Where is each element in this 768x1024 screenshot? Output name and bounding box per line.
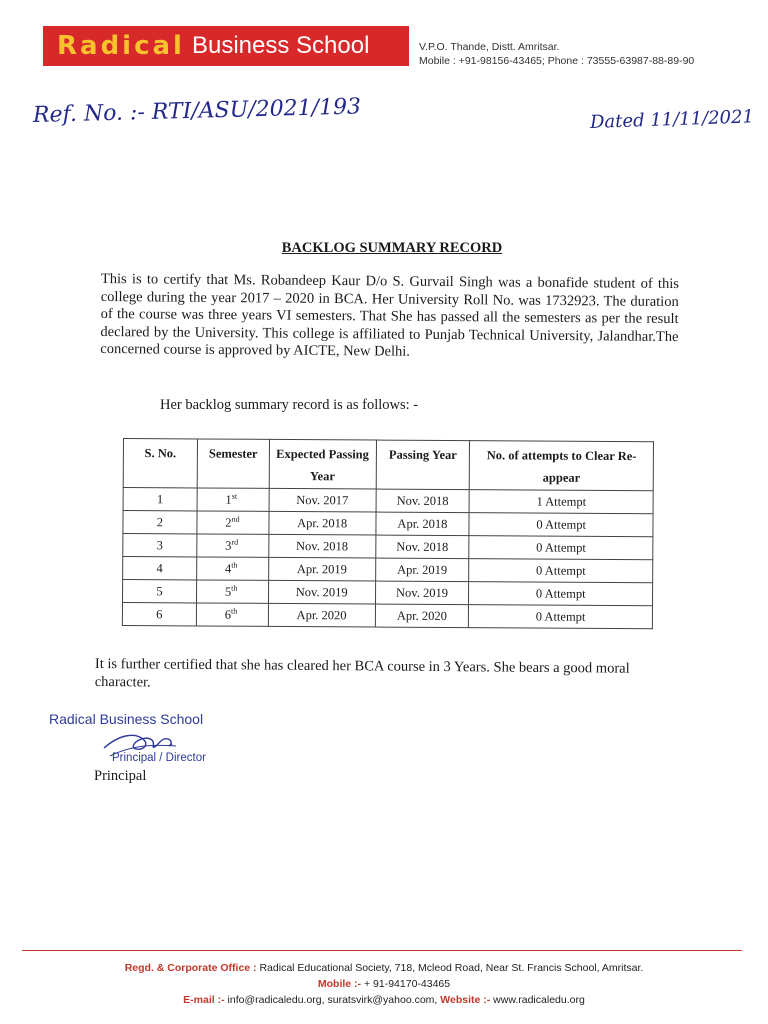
semester-suffix: rd	[231, 537, 239, 547]
letterhead-contact	[419, 40, 694, 68]
letterhead-address: V.P.O. Thande, Distt. Amritsar.	[419, 41, 560, 53]
semester-number: 2	[225, 515, 232, 530]
footer-email-value: info@radicaledu.org, suratsvirk@yahoo.com,	[227, 994, 438, 1006]
brand-name-business-school: Business School	[191, 32, 370, 59]
signatory-title: Principal	[94, 768, 147, 784]
footer-mobile-value: + 91-94170-43465	[363, 978, 451, 990]
semester-number: 5	[224, 584, 232, 599]
cell-attempts: 0 Attempt	[469, 582, 653, 606]
cell-expected: Nov. 2018	[269, 534, 376, 558]
header-expected-passing-year: Expected Passing Year	[269, 439, 376, 489]
table-intro: Her backlog summary record is as follows: -	[160, 397, 419, 413]
cell-sno: 6	[122, 603, 196, 626]
cell-attempts: 0 Attempt	[469, 513, 653, 537]
semester-suffix: nd	[231, 514, 240, 524]
table-row	[123, 557, 653, 583]
cell-sno: 4	[123, 557, 197, 580]
cell-expected: Apr. 2019	[268, 557, 375, 581]
header-sno: S. No.	[123, 439, 197, 488]
footer-office-value: Radical Educational Society, 718, Mcleod Road, Near St. Francis School, Amritsar.	[259, 962, 644, 974]
cell-sno: 3	[123, 534, 197, 557]
cell-attempts: 1 Attempt	[469, 490, 653, 514]
cell-passing: Apr. 2018	[375, 512, 469, 536]
cell-expected: Apr. 2018	[269, 511, 376, 535]
cell-expected: Apr. 2020	[268, 603, 375, 627]
cell-sno: 2	[123, 511, 197, 534]
cell-attempts: 0 Attempt	[469, 559, 653, 583]
footer-website-label: Website :-	[440, 994, 491, 1006]
cell-semester	[196, 603, 268, 626]
footer-email-line	[0, 992, 768, 1008]
cell-passing: Nov. 2019	[375, 581, 469, 605]
cell-semester	[197, 488, 269, 511]
cell-semester	[196, 580, 268, 603]
letterhead-mobile: Mobile : +91-98156-43465; Phone : 73555-63987-88-89-90	[419, 55, 695, 67]
semester-suffix: st	[231, 491, 238, 501]
cell-attempts: 0 Attempt	[469, 536, 653, 560]
cell-attempts: 0 Attempt	[469, 605, 653, 629]
further-certification: It is further certified that she has cleared her BCA course in 3 Years. She bears a good moral character.	[94, 656, 630, 690]
document-title: BACKLOG SUMMARY RECORD	[281, 240, 503, 256]
letterhead-banner	[43, 26, 409, 66]
header-semester: Semester	[197, 439, 269, 488]
semester-number: 1	[225, 492, 232, 507]
table-row	[122, 580, 652, 606]
table-header-row	[123, 439, 653, 491]
backlog-table	[122, 438, 654, 629]
semester-suffix: th	[231, 560, 238, 570]
cell-expected: Nov. 2017	[269, 488, 376, 512]
reference-number: Ref. No. :- RTI/ASU/2021/193	[32, 94, 362, 128]
cell-sno: 5	[122, 580, 196, 603]
cell-expected: Nov. 2019	[268, 580, 375, 604]
semester-number: 3	[225, 538, 232, 553]
table-row	[123, 534, 653, 560]
dated: Dated 11/11/2021	[589, 106, 755, 133]
cell-passing: Nov. 2018	[376, 489, 470, 513]
semester-number: 4	[224, 561, 232, 576]
cell-passing: Nov. 2018	[375, 535, 469, 559]
footer-office-line	[0, 960, 768, 976]
footer-mobile-line	[0, 976, 768, 992]
semester-suffix: th	[230, 606, 238, 616]
cell-semester	[196, 557, 268, 580]
table-row	[123, 511, 653, 537]
cell-sno: 1	[123, 488, 197, 511]
footer-office-label: Regd. & Corporate Office :	[124, 962, 257, 974]
table-row	[122, 603, 652, 629]
footer-website-value: www.radicaledu.org	[493, 994, 585, 1006]
footer-divider	[22, 950, 742, 951]
cell-passing: Apr. 2020	[375, 604, 469, 628]
cell-passing: Apr. 2019	[375, 558, 469, 582]
certificate-paragraph: This is to certify that Ms. Robandeep Kaur D/o S. Gurvail Singh was a bonafide student of this college during the year 2017 – 2020 in BCA. Her University Roll No. was 1732923. The duration of the course was three years VI semesters. That She has passed all the semesters as per the result declared by the University. This college is affiliated to Punjab Technical University, Jalandhar.The concerned course is approved by AICTE, New Delhi.	[100, 271, 679, 360]
footer	[0, 960, 768, 1008]
stamp-designation: Principal / Director	[112, 752, 206, 764]
header-attempts: No. of attempts to Clear Re-appear	[470, 441, 654, 491]
table-row	[123, 488, 653, 514]
brand-name-radical: Radical	[57, 31, 185, 61]
cell-semester	[197, 534, 269, 557]
cell-semester	[197, 511, 269, 534]
stamp-school-name: Radical Business School	[49, 711, 204, 727]
footer-mobile-label: Mobile :-	[317, 978, 362, 990]
semester-suffix: th	[231, 583, 238, 593]
semester-number: 6	[224, 607, 232, 622]
header-passing-year: Passing Year	[376, 440, 470, 490]
footer-email-label: E-mail :-	[183, 994, 225, 1006]
